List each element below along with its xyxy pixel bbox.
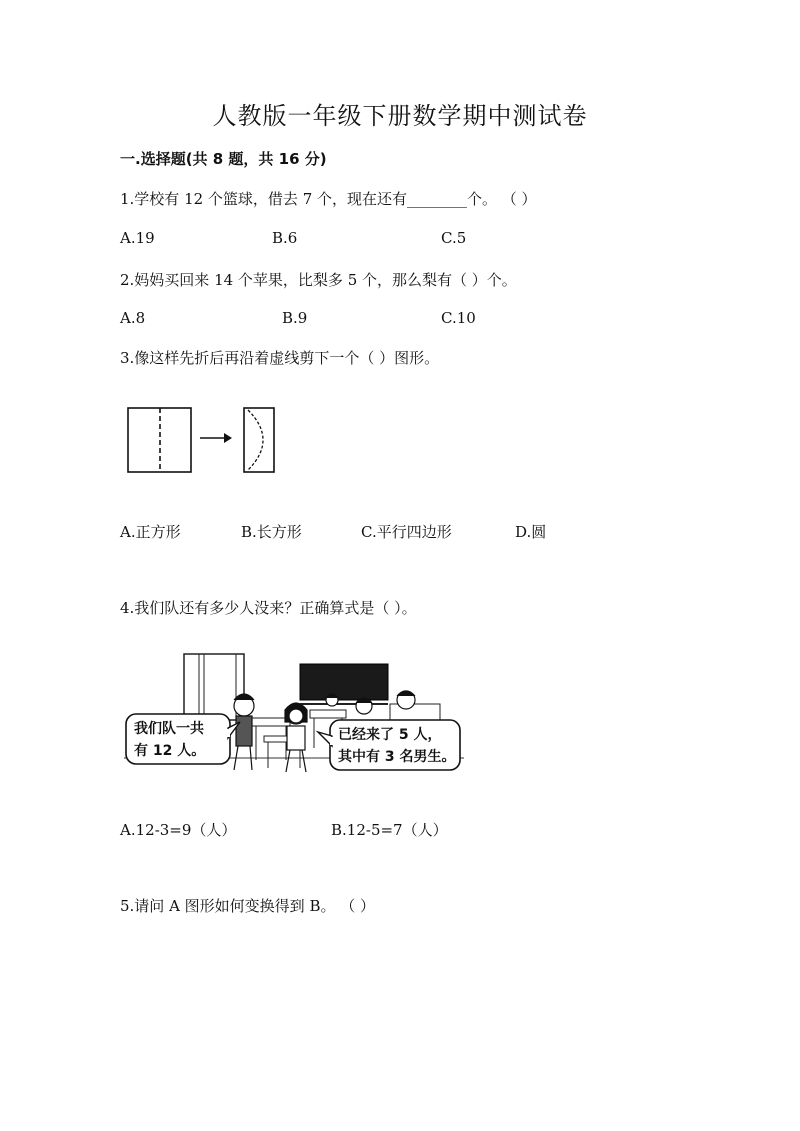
question-4-option-b: B.12-5=7（人） xyxy=(331,821,448,839)
question-2-option-a: A.8 xyxy=(120,309,146,327)
question-3-text: 3.像这样先折后再沿着虚线剪下一个（ ）图形。 xyxy=(120,349,440,367)
question-4-option-a: A.12-3=9（人） xyxy=(120,821,237,839)
fold-cut-figure xyxy=(120,400,290,480)
question-1-text: 1.学校有 12 个篮球，借去 7 个，现在还有________个。 （ ） xyxy=(120,190,537,208)
section-heading: 一.选择题(共 8 题，共 16 分) xyxy=(120,150,327,168)
arrow-head-icon xyxy=(224,433,232,443)
girl-seated-figure xyxy=(285,703,307,772)
right-bubble-line-2: 其中有 3 名男生。 xyxy=(338,749,456,765)
question-2-option-c: C.10 xyxy=(441,309,476,327)
boy-standing-figure xyxy=(234,694,254,770)
left-bubble-line-2: 有 12 人。 xyxy=(134,743,206,759)
blackboard xyxy=(300,664,388,700)
question-3-option-d: D.圆 xyxy=(515,523,547,541)
right-bubble-line-1: 已经来了 5 人， xyxy=(338,727,442,743)
cut-dashed-arc xyxy=(248,410,263,470)
page-title: 人教版一年级下册数学期中测试卷 xyxy=(212,102,588,130)
question-5-text: 5.请问 A 图形如何变换得到 B。 （ ） xyxy=(120,897,376,915)
question-2-option-b: B.9 xyxy=(282,309,308,327)
question-3-option-c: C.平行四边形 xyxy=(361,523,452,541)
half-paper-rect xyxy=(244,408,274,472)
question-3-option-a: A.正方形 xyxy=(120,523,181,541)
question-4-text: 4.我们队还有多少人没来？正确算式是（ ）。 xyxy=(120,599,417,617)
question-3-option-b: B.长方形 xyxy=(241,523,302,541)
question-1-option-a: A.19 xyxy=(120,229,155,247)
question-1-option-b: B.6 xyxy=(272,229,298,247)
question-1-option-c: C.5 xyxy=(441,229,467,247)
left-bubble-line-1: 我们队一共 xyxy=(134,721,204,737)
question-2-text: 2.妈妈买回来 14 个苹果，比梨多 5 个，那么梨有（ ）个。 xyxy=(120,271,517,289)
